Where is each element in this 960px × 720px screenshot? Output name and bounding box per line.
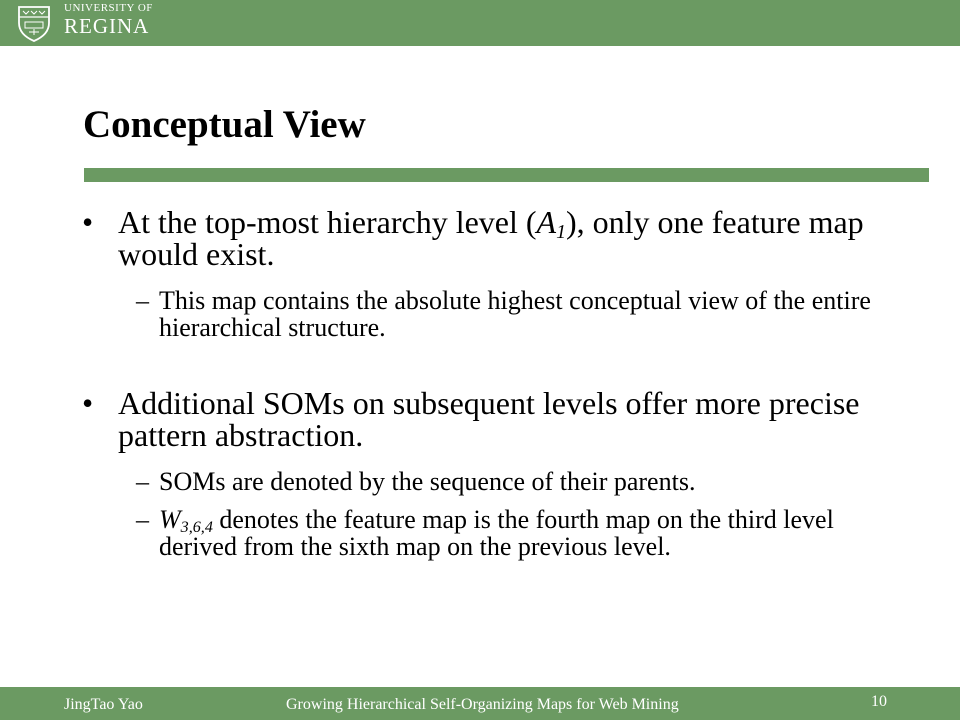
university-line: UNIVERSITY OF <box>64 2 153 14</box>
sub-bullet-marker: – <box>136 467 149 496</box>
sub-bullet-marker: – <box>136 286 149 315</box>
university-crest-icon <box>16 4 52 42</box>
sub-bullet-text-part: denotes the feature map is the fourth map on the third level derived from the sixth map on the previous level. <box>159 505 834 561</box>
page-number: 10 <box>871 693 887 710</box>
header-bar <box>0 0 960 46</box>
bullet-text-part: ), only one feature map would exist. <box>118 204 864 272</box>
university-wordmark <box>64 1 153 37</box>
slide-body <box>80 206 880 560</box>
sub-bullet-marker: – <box>136 505 149 534</box>
footer-title: Growing Hierarchical Self-Organizing Maps for Web Mining <box>286 696 679 713</box>
bullet-text-part: At the top-most hierarchy level ( <box>118 204 537 240</box>
bullet-item <box>80 387 880 451</box>
university-name: REGINA <box>64 14 150 38</box>
sub-bullet-item <box>80 506 880 560</box>
bullet-text: Additional SOMs on subsequent levels offer more precise pattern abstraction. <box>118 385 860 453</box>
slide-title: Conceptual View <box>83 103 366 146</box>
bullet-item <box>80 206 880 270</box>
footer-bar <box>0 689 960 720</box>
title-underline <box>84 168 929 182</box>
sub-bullet-text: SOMs are denoted by the sequence of their parents. <box>159 467 696 496</box>
sub-bullet-text: This map contains the absolute highest conceptual view of the entire hierarchical structure. <box>159 286 871 342</box>
footer-author: JingTao Yao <box>64 696 143 713</box>
bullet-marker: • <box>82 204 94 240</box>
bullet-marker: • <box>82 385 94 421</box>
sub-bullet-item <box>80 287 880 341</box>
bullet-math-subscript: 1 <box>556 220 566 243</box>
bullet-math-var: $A_1$ <box>536 204 566 243</box>
sub-bullet-math-var: $W_{3,6,4}$ <box>159 505 213 537</box>
sub-bullet-math-subscript: 3,6,4 <box>180 519 213 537</box>
sub-bullet-item <box>80 468 880 495</box>
